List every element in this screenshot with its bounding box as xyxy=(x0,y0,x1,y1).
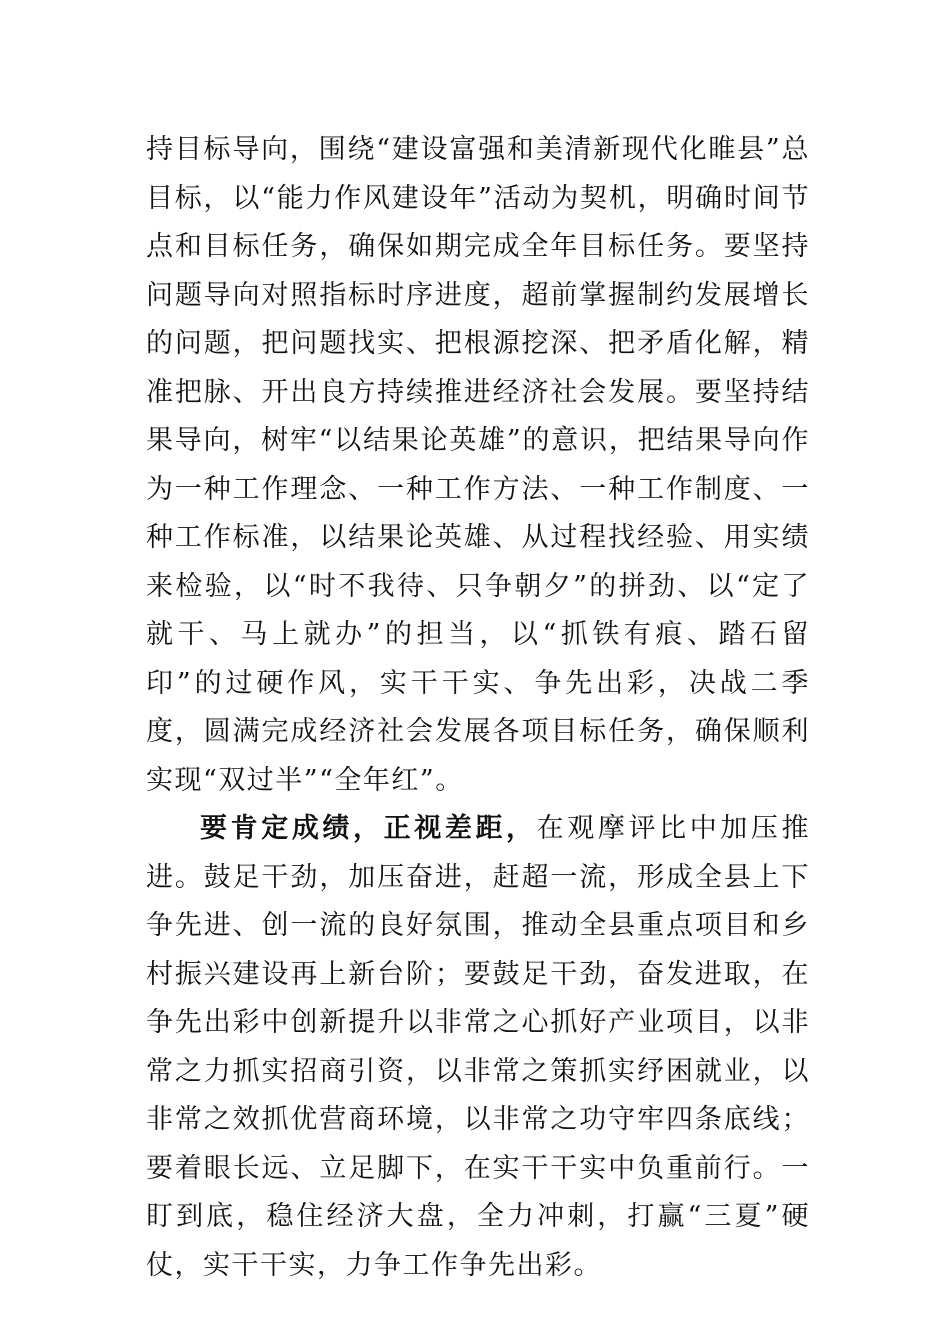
document-body xyxy=(146,126,810,1290)
paragraph-2-heading: 要肯定成绩，正视差距， xyxy=(200,813,537,844)
paragraph-2 xyxy=(146,805,810,1290)
paragraph-2-body: 在观摩评比中加压推进。鼓足干劲，加压奋进，赶超一流，形成全县上下争先进、创一流的良好氛围，推动全县重点项目和乡村振兴建设再上新台阶；要鼓足干劲，奋发进取，在争先出彩中创新提升以非常之心抓好产业项目，以非常之力抓实招商引资，以非常之策抓实纾困就业，以非常之效抓优营商环境，以非常之功守牢四条底线；要着眼长远、立足脚下，在实干干实中负重前行。一盯到底，稳住经济大盘，全力冲刺，打赢“三夏”硬仗，实干干实，力争工作争先出彩。 xyxy=(146,813,811,1281)
paragraph-1: 持目标导向，围绕“建设富强和美清新现代化睢县”总目标，以“能力作风建设年”活动为契机，明确时间节点和目标任务，确保如期完成全年目标任务。要坚持问题导向对照指标时序进度，超前掌握制约发展增长的问题，把问题找实、把根源挖深、把矛盾化解，精准把脉、开出良方持续推进经济社会发展。要坚持结果导向，树牢“以结果论英雄”的意识，把结果导向作为一种工作理念、一种工作方法、一种工作制度、一种工作标准，以结果论英雄、从过程找经验、用实绩来检验，以“时不我待、只争朝夕”的拼劲、以“定了就干、马上就办”的担当，以“抓铁有痕、踏石留印”的过硬作风，实干干实、争先出彩，决战二季度，圆满完成经济社会发展各项目标任务，确保顺利实现“双过半”“全年红”。 xyxy=(146,134,810,796)
